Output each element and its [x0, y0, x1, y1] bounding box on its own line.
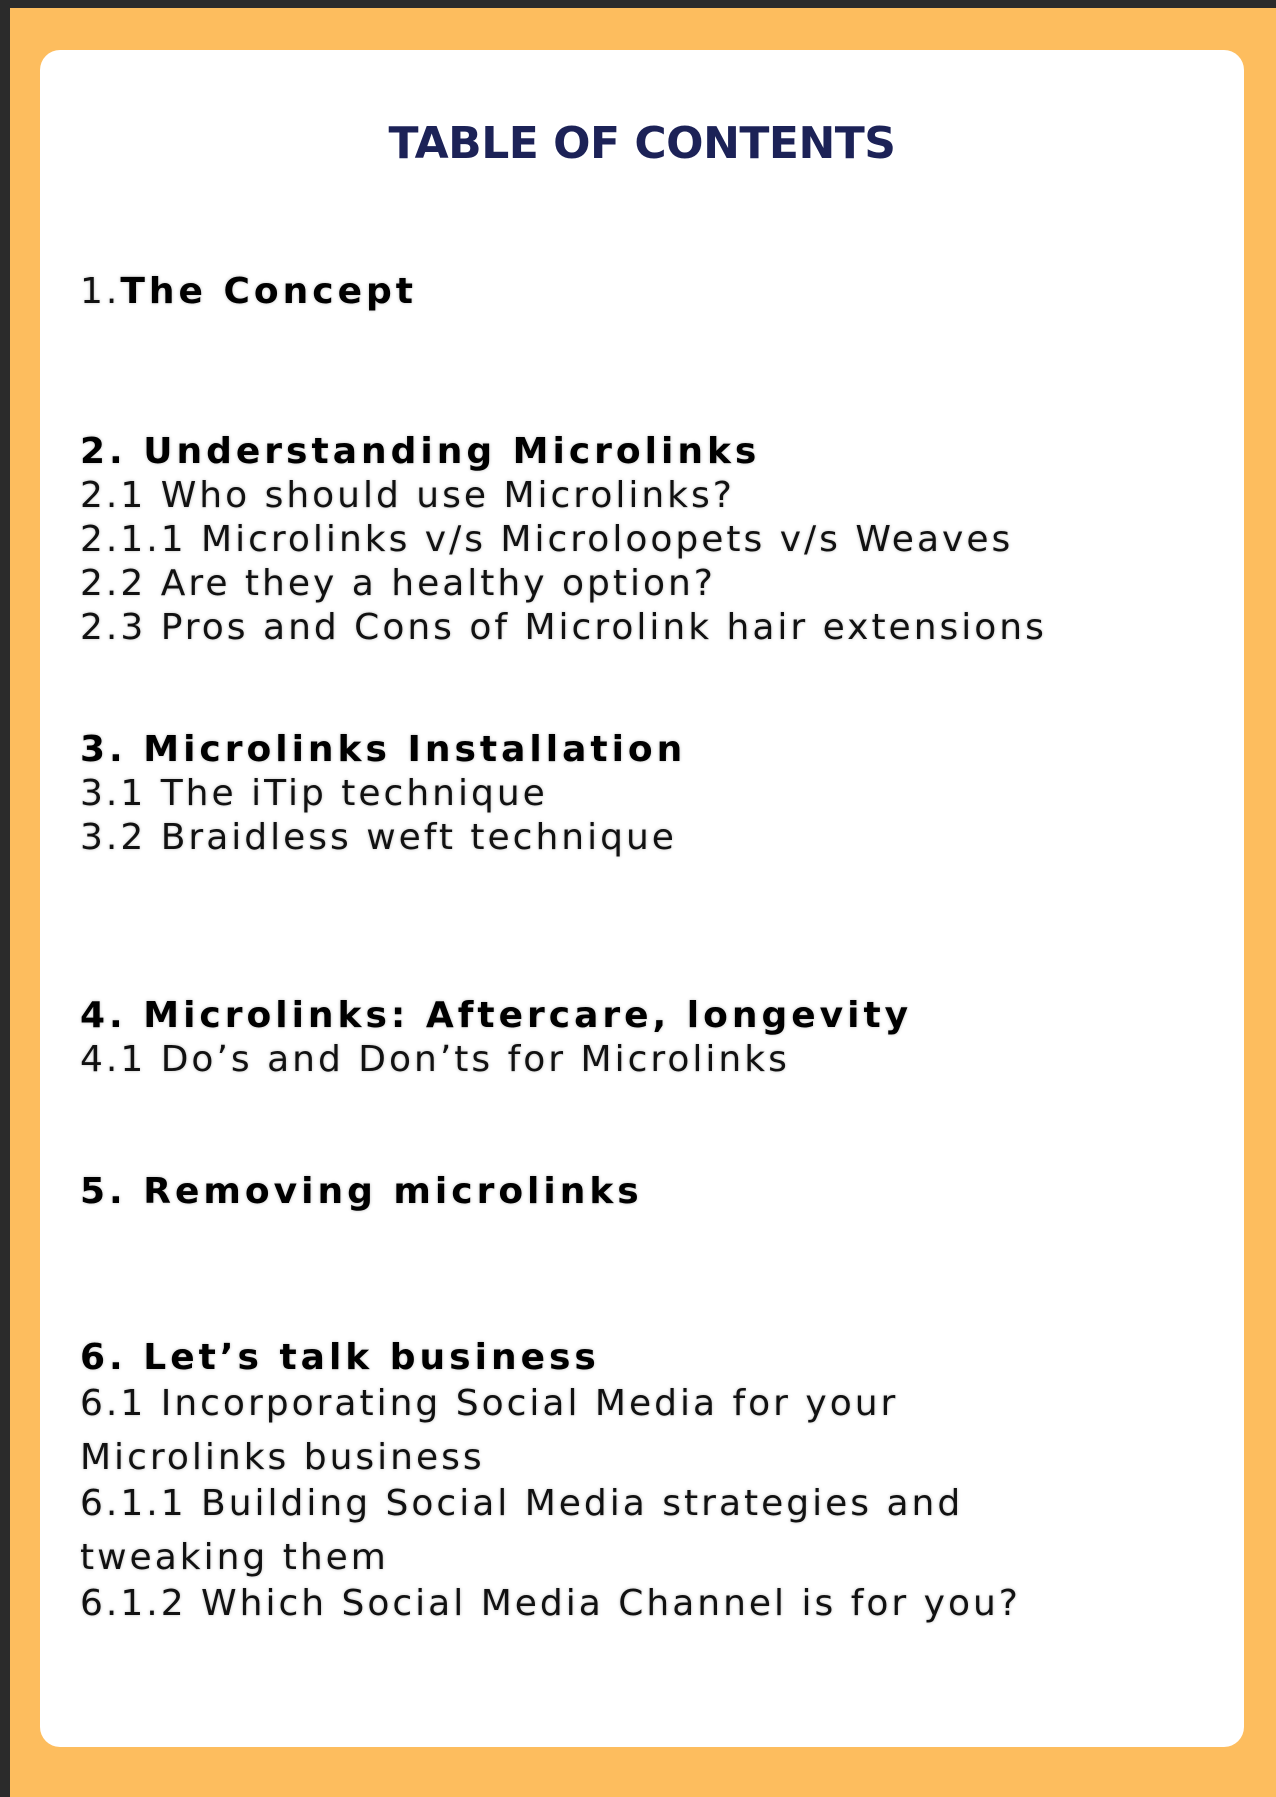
toc-heading-1[interactable] — [80, 271, 418, 312]
toc-item-4-1[interactable]: 4.1 Do’s and Don’ts for Microlinks — [80, 1039, 790, 1080]
toc-item-2-1[interactable]: 2.1 Who should use Microlinks? — [80, 475, 735, 516]
page-background — [10, 8, 1276, 1797]
toc-heading-2[interactable]: 2. Understanding Microlinks — [80, 431, 761, 472]
toc-item-2-1-1[interactable]: 2.1.1 Microlinks v/s Microloopets v/s Weaves — [80, 519, 1014, 560]
toc-item-2-2[interactable]: 2.2 Are they a healthy option? — [80, 563, 716, 604]
toc-item-3-1[interactable]: 3.1 The iTip technique — [80, 773, 548, 814]
toc-item-2-3[interactable]: 2.3 Pros and Cons of Microlink hair extensions — [80, 607, 1047, 648]
page-title: TABLE OF CONTENTS — [388, 118, 896, 169]
toc-item-6-1-1[interactable]: 6.1.1 Building Social Media strategies and — [80, 1483, 964, 1524]
toc-heading-6[interactable]: 6. Let’s talk business — [80, 1337, 600, 1378]
toc-heading-1-label: The Concept — [120, 271, 418, 312]
toc-item-6-1[interactable]: 6.1 Incorporating Social Media for your — [80, 1383, 899, 1424]
toc-heading-1-number: 1. — [80, 271, 121, 312]
toc-heading-3[interactable]: 3. Microlinks Installation — [80, 729, 687, 770]
content-card — [40, 50, 1244, 1747]
toc-item-6-1-1-cont[interactable]: tweaking them — [80, 1537, 389, 1578]
toc-heading-4[interactable]: 4. Microlinks: Aftercare, longevity — [80, 995, 913, 1036]
toc-item-3-2[interactable]: 3.2 Braidless weft technique — [80, 817, 677, 858]
toc-item-6-1-cont[interactable]: Microlinks business — [80, 1437, 485, 1478]
toc-heading-5[interactable]: 5. Removing microlinks — [80, 1171, 643, 1212]
toc-item-6-1-2[interactable]: 6.1.2 Which Social Media Channel is for you? — [80, 1583, 1021, 1624]
